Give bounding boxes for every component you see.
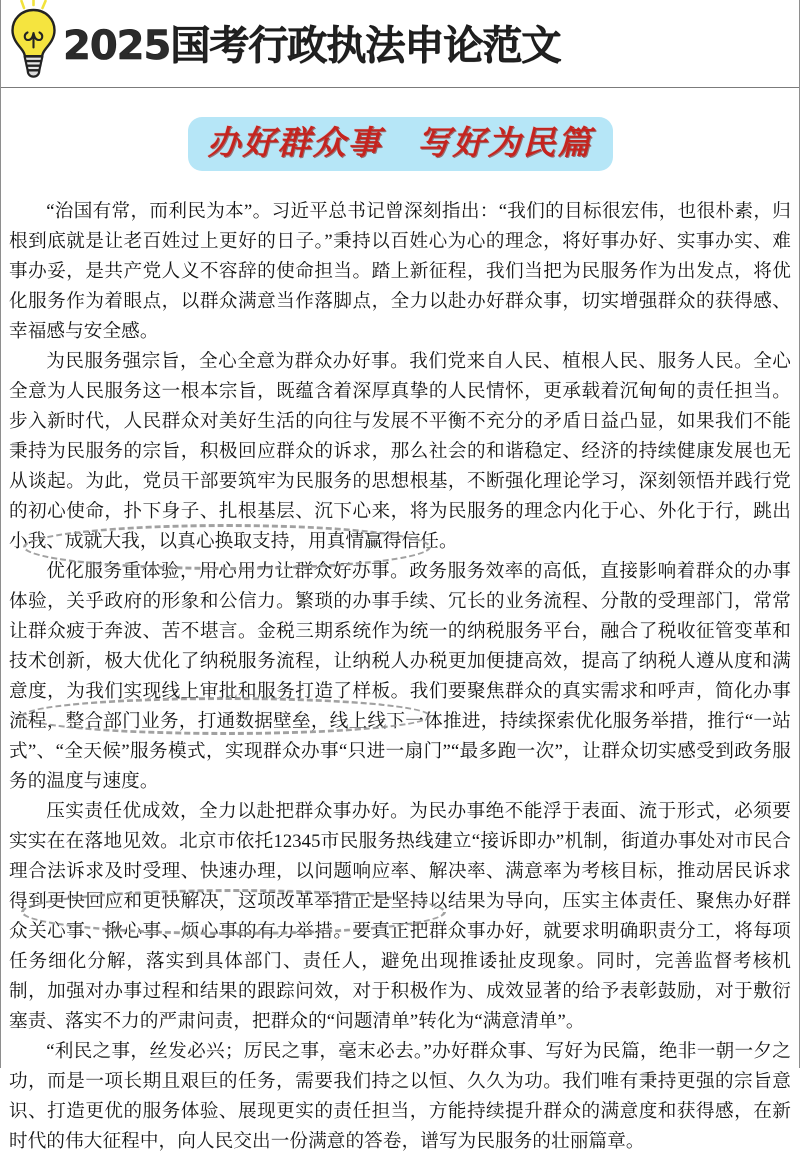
document-header [1,0,799,88]
article-body [1,197,799,1157]
paragraph: 压实责任优成效，全力以赴把群众事办好。为民办事绝不能浮于表面、流于形式，必须要实实在在落地见效。北京市依托12345市民服务热线建立“接诉即办”机制，街道办事处对市民合理合法诉求及时受理、快速办理，以问题响应率、解决率、满意率为考核目标，推动居民诉求得到更快回应和更快解决，这项改革举措正是坚持以结果为导向，压实主体责任、聚焦办好群众关心事、揪心事、烦心事的有力举措。要真正把群众事办好，就要求明确职责分工，将每项任务细化分解，落实到具体部门、责任人，避免出现推诿扯皮现象。同时，完善监督考核机制，加强对办事过程和结果的跟踪问效，对于积极作为、成效显著的给予表彰鼓励，对于敷衍塞责、落实不力的严肃问责，把群众的“问题清单”转化为“满意清单”。 [9,801,791,1033]
article-title: 办好群众事 写好为民篇 [207,123,593,162]
banner-container [1,117,799,171]
header-divider [1,87,799,88]
paragraph: “利民之事，丝发必兴；厉民之事，毫末必去。”办好群众事、写好为民篇，绝非一朝一夕之功，而是一项长期且艰巨的任务，需要我们持之以恒、久久为功。我们唯有秉持更强的宗旨意识、打造更优的服务体验、展现更实的责任担当，方能持续提升群众的满意度和获得感，在新时代的伟大征程中，向人民交出一份满意的答卷，谱写为民服务的壮丽篇章。 [9,1041,791,1153]
paragraph: 为民服务强宗旨，全心全意为群众办好事。我们党来自人民、植根人民、服务人民。全心全意为人民服务这一根本宗旨，既蕴含着深厚真挚的人民情怀，更承载着沉甸甸的责任担当。步入新时代，人民群众对美好生活的向往与发展不平衡不充分的矛盾日益凸显，如果我们不能秉持为民服务的宗旨，积极回应群众的诉求，那么社会的和谐稳定、经济的持续健康发展也无从谈起。为此，党员干部要筑牢为民服务的思想根基，不断强化理论学习，深刻领悟并践行党的初心使命，扑下身子、扎根基层、沉下心来，将为民服务的理念内化于心、外化于行，跳出小我、成就大我，以真心换取支持，用真情赢得信任。 [9,351,791,553]
paragraph: “治国有常，而利民为本”。习近平总书记曾深刻指出：“我们的目标很宏伟，也很朴素，归根到底就是让老百姓过上更好的日子。”秉持以百姓心为心的理念，将好事办好、实事办实、难事办妥，是共产党人义不容辞的使命担当。踏上新征程，我们当把为民服务作为出发点，将优化服务作为着眼点，以群众满意当作落脚点，全力以赴办好群众事，切实增强群众的获得感、幸福感与安全感。 [9,201,791,343]
lightbulb-icon [7,0,65,85]
article-title-banner [188,117,613,171]
paragraph: 优化服务重体验，用心用力让群众好办事。政务服务效率的高低，直接影响着群众的办事体验，关乎政府的形象和公信力。繁琐的办事手续、冗长的业务流程、分散的受理部门，常常让群众疲于奔波、苦不堪言。金税三期系统作为统一的纳税服务平台，融合了税收征管变革和技术创新，极大优化了纳税服务流程，让纳税人办税更加便捷高效，提高了纳税人遵从度和满意度，为我们实现线上审批和服务打造了样板。我们要聚焦群众的真实需求和呼声，简化办事流程，整合部门业务，打通数据壁垒，线上线下一体推进，持续探索优化服务举措，推行“一站式”、“全天候”服务模式，实现群众办事“只进一扇门”“最多跑一次”，让群众切实感受到政务服务的温度与速度。 [9,561,791,793]
page-title: 2025国考行政执法申论范文 [63,23,561,69]
